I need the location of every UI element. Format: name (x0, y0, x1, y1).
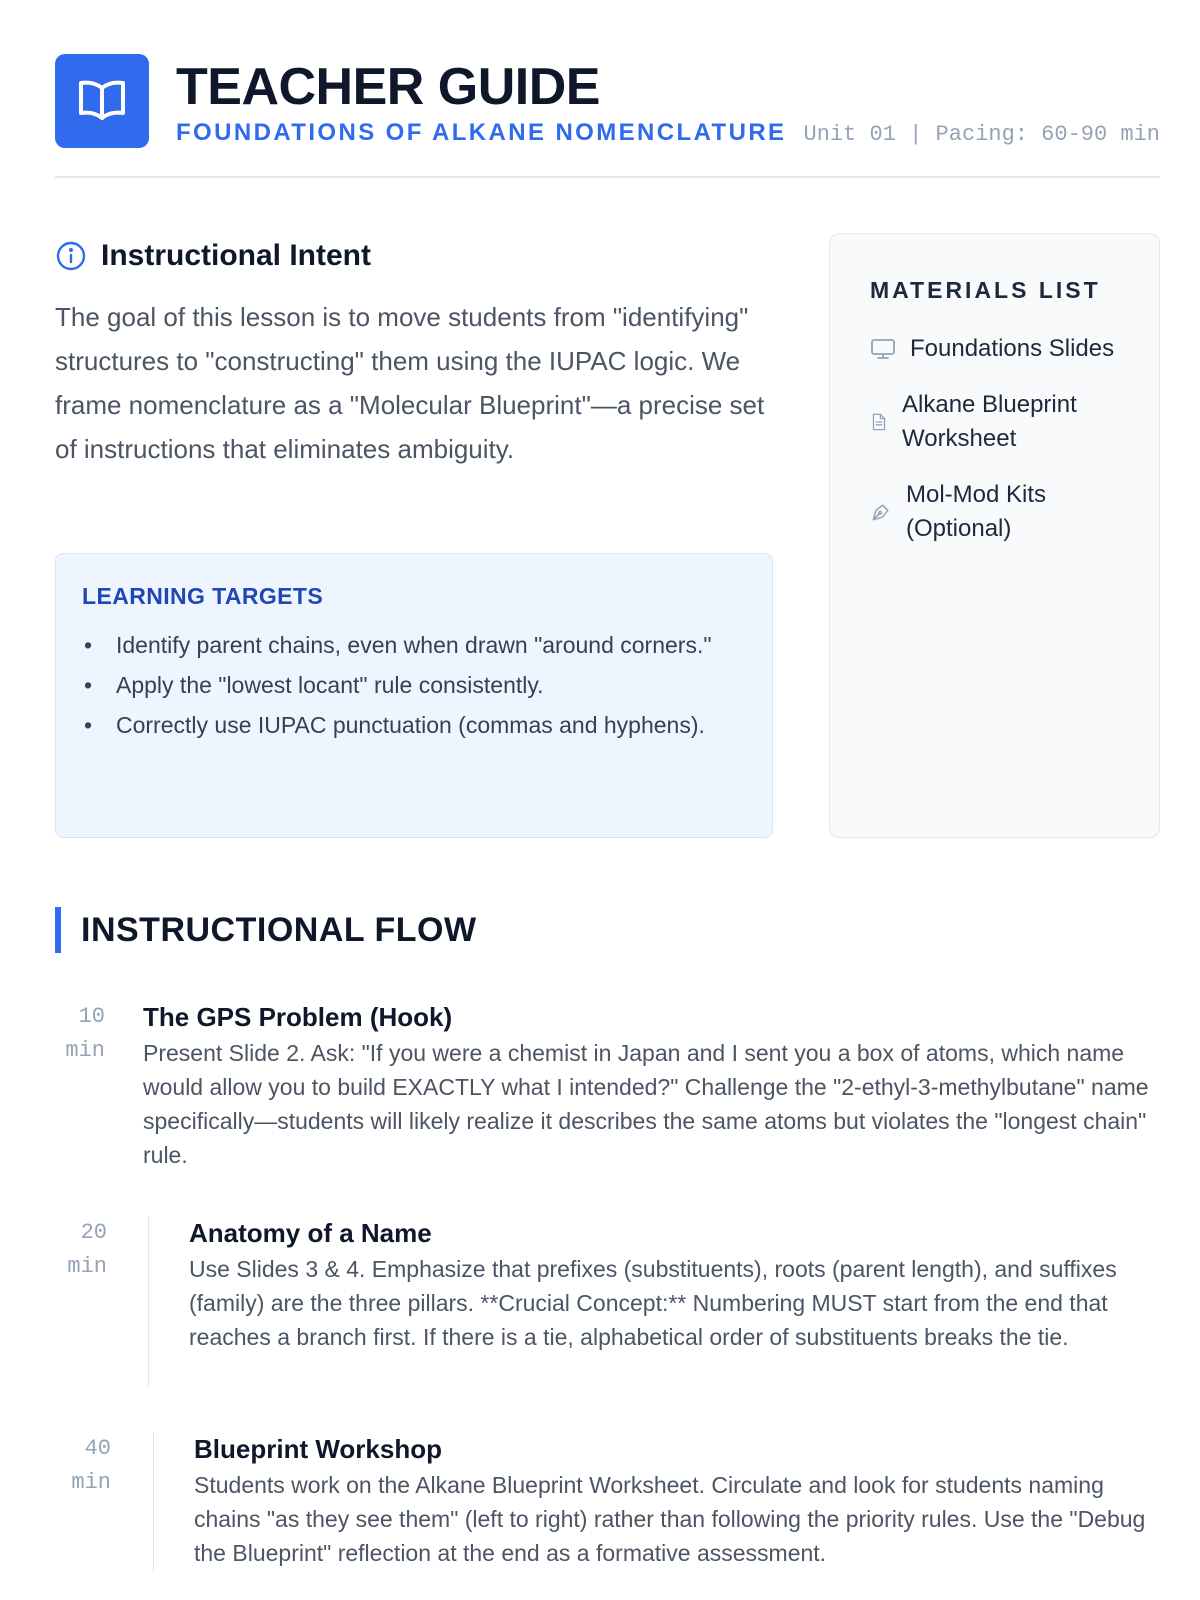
step-description: Use Slides 3 & 4. Emphasize that prefixes (substituents), roots (parent length), and suffixes (family) are the three pillars. **Crucial Concept:** Numbering MUST start from the end that reaches a branch first. If there is a tie, alphabetical order of substituents breaks the tie. (189, 1256, 1117, 1350)
page-header (55, 54, 1160, 178)
step-unit: min (71, 1470, 111, 1495)
material-item (870, 478, 1119, 546)
target-text: Identify parent chains, even when drawn "around corners." (116, 632, 712, 658)
intent-heading (55, 236, 371, 276)
material-item (870, 388, 1119, 456)
step-minutes: 20 (80, 1220, 107, 1245)
bullet-icon: • (84, 712, 93, 738)
material-item (870, 332, 1119, 366)
step-unit: min (65, 1038, 105, 1063)
list-item (82, 708, 746, 742)
step-unit: min (67, 1254, 107, 1279)
step-minutes: 10 (78, 1004, 105, 1029)
learning-targets-list (82, 628, 746, 742)
intent-paragraph: The goal of this lesson is to move students from "identifying" structures to "constructing" them using the IUPAC logic. We frame nomenclature as a "Molecular Blueprint"—a precise set of instructions that eliminates ambiguity. (55, 302, 765, 464)
unit-pacing-meta: Unit 01 | Pacing: 60-90 min (803, 122, 1160, 147)
step-description: Students work on the Alkane Blueprint Worksheet. Circulate and look for students naming chains "as they see them" (left to right) rather than following the priority rules. Use the "Debug the Blueprint" reflection at the end as a formative assessment. (194, 1472, 1146, 1566)
monitor-icon (870, 336, 896, 362)
step-title: Anatomy of a Name (189, 1218, 432, 1248)
pen-tool-icon (870, 501, 892, 523)
flow-title: INSTRUCTIONAL FLOW (81, 911, 477, 949)
learning-targets-box (55, 553, 773, 838)
page-subtitle: FOUNDATIONS OF ALKANE NOMENCLATURE (176, 119, 787, 146)
material-label: Mol-Mod Kits (Optional) (906, 481, 1047, 542)
step-description: Present Slide 2. Ask: "If you were a chemist in Japan and I sent you a box of atoms, which name would allow you to build EXACTLY what I intended?" Challenge the "2-ethyl-3-methylbutane" name specifically—students will likely realize it describes the same atoms but violates the "longest chain" rule. (143, 1040, 1149, 1168)
bullet-icon: • (84, 632, 93, 658)
step-duration (55, 1000, 105, 1068)
step-duration (55, 1432, 111, 1500)
material-label: Foundations Slides (910, 335, 1115, 362)
materials-panel (829, 233, 1160, 838)
target-text: Apply the "lowest locant" rule consistently. (116, 672, 544, 698)
list-item (82, 628, 746, 662)
list-item (82, 668, 746, 702)
flow-step (55, 1216, 1160, 1386)
open-book-icon (55, 54, 149, 148)
step-duration (55, 1216, 107, 1284)
intent-title: Instructional Intent (101, 239, 371, 272)
page-title: TEACHER GUIDE (176, 58, 600, 116)
document-icon (870, 411, 888, 433)
step-body (153, 1432, 1160, 1572)
learning-targets-heading: LEARNING TARGETS (82, 583, 324, 609)
target-text: Correctly use IUPAC punctuation (commas and hyphens). (116, 712, 705, 738)
step-title: The GPS Problem (Hook) (143, 1002, 453, 1032)
step-body (143, 1000, 1160, 1172)
step-title: Blueprint Workshop (194, 1434, 442, 1464)
flow-step (55, 1000, 1160, 1170)
material-label: Alkane Blueprint Worksheet (902, 391, 1077, 452)
materials-heading: MATERIALS LIST (870, 277, 1101, 303)
flow-step (55, 1432, 1160, 1572)
bullet-icon: • (84, 672, 93, 698)
flow-heading (55, 907, 477, 953)
info-icon (55, 240, 87, 272)
step-body (148, 1216, 1160, 1386)
step-minutes: 40 (84, 1436, 111, 1461)
